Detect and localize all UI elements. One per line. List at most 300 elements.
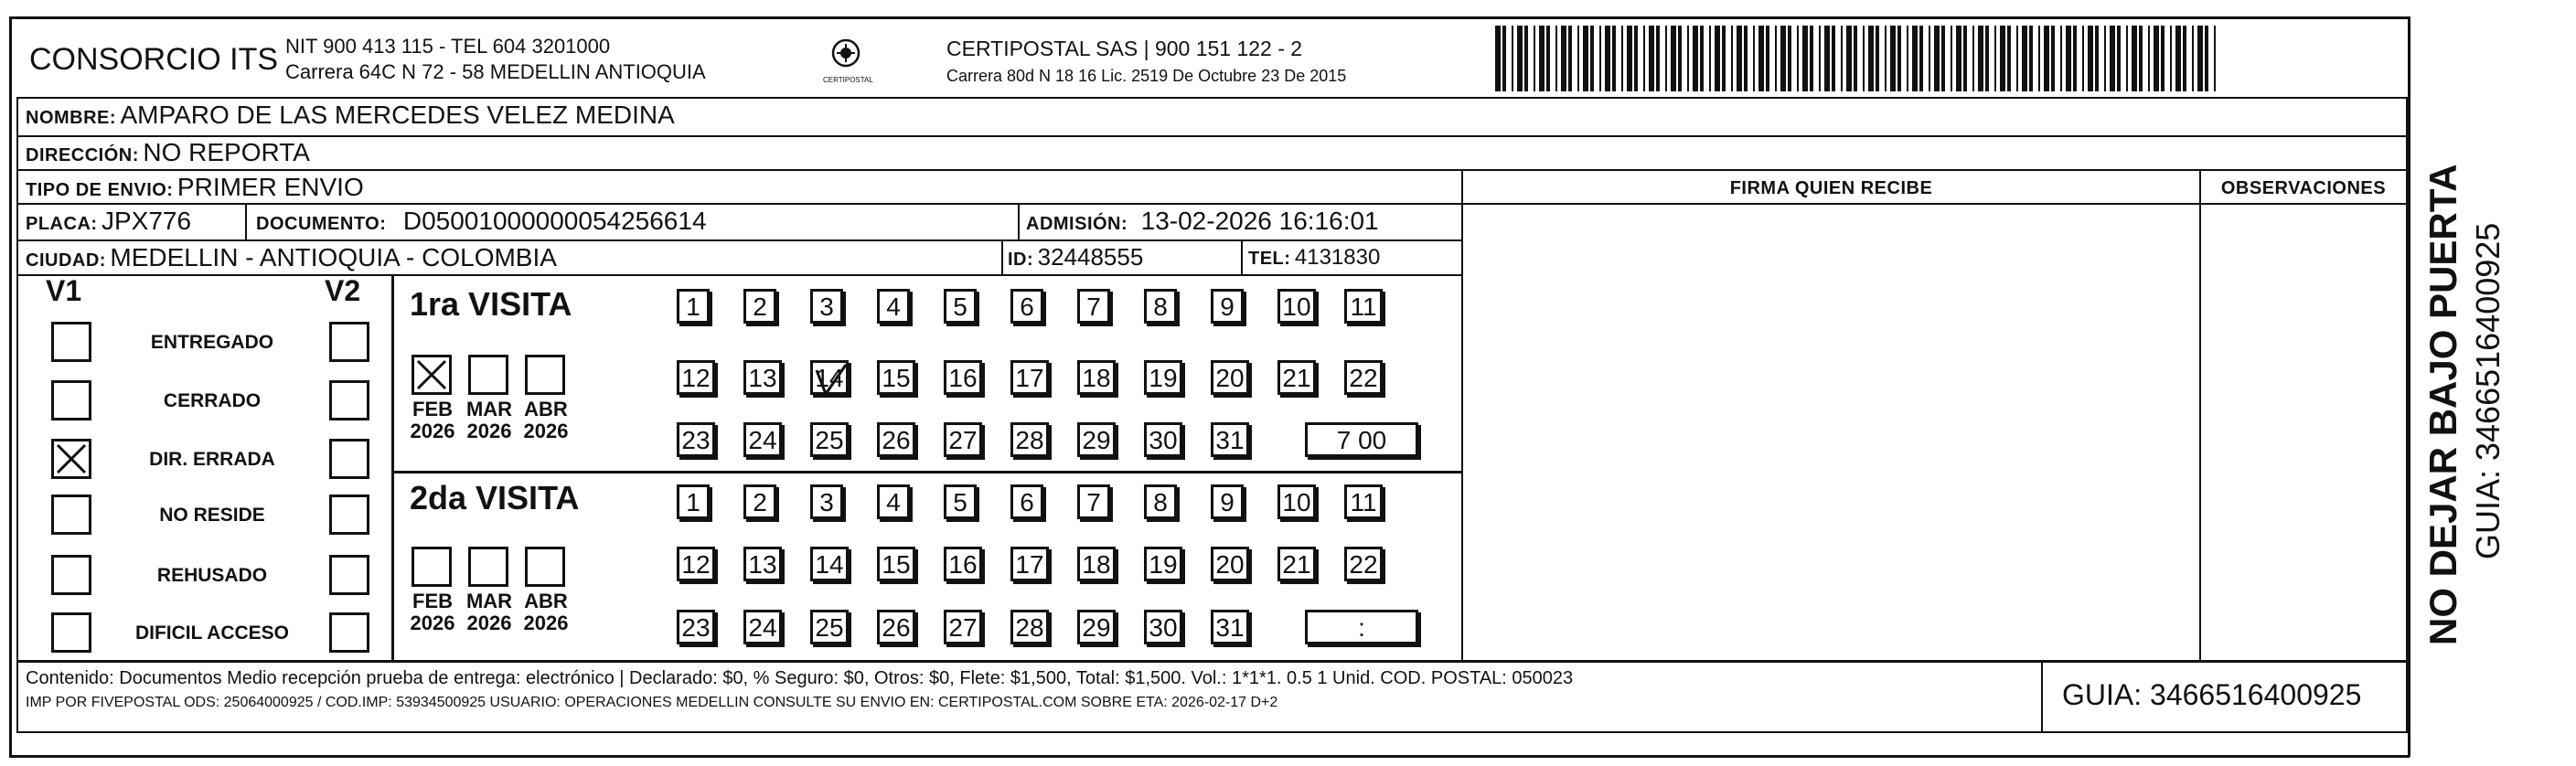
day-checkbox[interactable] [1277, 360, 1316, 395]
status-label: ENTREGADO [150, 332, 274, 353]
day-checkbox[interactable] [677, 547, 715, 581]
day-number: 10 [1282, 488, 1311, 516]
barcode-bar [2110, 26, 2115, 91]
tel-divider [1241, 239, 1243, 274]
day-checkbox[interactable] [743, 289, 776, 324]
time-value: 7 00 [1336, 426, 1387, 454]
v2-checkbox[interactable] [329, 380, 369, 420]
month-checkbox[interactable] [468, 547, 508, 587]
day-number: 10 [1282, 293, 1311, 321]
day-checkbox[interactable] [810, 610, 849, 644]
day-number: 11 [1350, 488, 1377, 516]
barcode-bar [1512, 26, 1513, 91]
tel-value: 4131830 [1294, 245, 1381, 270]
barcode-bar [1627, 26, 1632, 91]
barcode-bar [1824, 26, 1830, 91]
tipo-envio-label: TIPO DE ENVIO: [26, 180, 174, 200]
day-checkbox[interactable] [1144, 610, 1182, 644]
barcode-bar [2117, 26, 2121, 91]
day-checkbox[interactable] [877, 610, 915, 644]
barcode-bar [1577, 26, 1579, 91]
barcode-bar [2038, 26, 2040, 91]
barcode-bar [2073, 26, 2077, 91]
day-number: 16 [948, 364, 978, 392]
company-info-line1: NIT 900 413 115 - TEL 604 3201000 [285, 35, 611, 58]
day-checkbox[interactable] [944, 547, 982, 581]
ciudad-label: CIUDAD: [26, 250, 106, 271]
certipostal-logo [823, 35, 873, 86]
day-number: 21 [1282, 550, 1311, 579]
day-number: 31 [1215, 426, 1245, 454]
day-checkbox[interactable] [1211, 547, 1249, 581]
barcode-bar [1612, 26, 1616, 91]
day-number: 27 [948, 426, 978, 454]
logo-caption: CERTIPOSTAL [823, 76, 873, 84]
day-checkbox[interactable] [743, 547, 782, 581]
barcode-bar [1854, 26, 1857, 91]
day-checkbox[interactable] [677, 360, 715, 395]
v1-checkbox[interactable] [51, 495, 91, 535]
certipostal-logo-icon [828, 35, 864, 71]
barcode-bar [1671, 26, 1676, 91]
status-visit-divider [391, 274, 394, 660]
month-label: MAR [465, 590, 513, 612]
barcode-bar [1687, 26, 1689, 91]
barcode-bar [1832, 26, 1835, 91]
day-checkbox[interactable] [1077, 610, 1116, 644]
day-checkbox[interactable] [1010, 547, 1049, 581]
day-checkbox[interactable] [944, 360, 982, 395]
placa-divider [245, 203, 247, 239]
day-checkbox[interactable] [1010, 484, 1043, 519]
day-checkbox[interactable] [1277, 547, 1316, 581]
day-checkbox[interactable] [1010, 422, 1049, 457]
visit-divider-line [391, 471, 1461, 473]
barcode-bar [2132, 26, 2137, 91]
outer-border-right [2408, 16, 2410, 757]
month-checkbox[interactable] [525, 355, 565, 395]
day-checkbox[interactable] [1211, 422, 1249, 457]
v1-checkbox[interactable] [51, 380, 91, 420]
barcode-bar [2104, 26, 2106, 91]
day-checkbox[interactable] [1144, 484, 1177, 519]
day-number: 4 [886, 293, 901, 321]
day-checkbox[interactable] [1010, 610, 1049, 644]
year-label: 2026 [410, 612, 455, 634]
barcode-bar [1715, 26, 1720, 91]
status-label: NO RESIDE [159, 505, 265, 526]
barcode-bar [2161, 26, 2164, 91]
first-visit-label: 1ra VISITA [410, 285, 572, 323]
barcode-bar [2148, 26, 2150, 91]
barcode-bar [1744, 26, 1748, 91]
sig-header-line [1461, 203, 2408, 205]
barcode-bar [1819, 26, 1821, 91]
barcode-bar [1665, 26, 1667, 91]
day-number: 7 [1086, 293, 1101, 321]
barcode-bar [1555, 26, 1557, 91]
day-checkbox[interactable] [1344, 547, 1383, 581]
day-number: 17 [1015, 364, 1044, 392]
barcode-bar [1846, 26, 1852, 91]
barcode-bar [2082, 26, 2084, 91]
v1-checkbox[interactable] [51, 439, 91, 479]
barcode-bar [2175, 26, 2181, 91]
month-checkbox[interactable] [468, 355, 508, 395]
day-checkbox[interactable] [944, 289, 977, 324]
month-label: ABR [524, 398, 568, 420]
second-visit-label: 2da VISITA [410, 479, 580, 516]
day-number: 6 [1020, 488, 1034, 516]
day-number: 15 [882, 550, 911, 579]
barcode-bar [1919, 26, 1923, 91]
nombre-label: NOMBRE: [26, 108, 117, 128]
tel-label: TEL: [1248, 249, 1291, 269]
day-number: 2 [753, 293, 767, 321]
tel-row [1248, 245, 1380, 271]
day-number: 28 [1015, 426, 1044, 454]
company-name: CONSORCIO ITS [29, 42, 279, 77]
barcode-bar [1643, 26, 1645, 91]
day-mark-icon [813, 363, 850, 398]
barcode-bar [1502, 26, 1506, 91]
day-number: 24 [748, 613, 777, 642]
barcode-bar [2051, 26, 2055, 91]
day-checkbox[interactable] [877, 484, 910, 519]
barcode-bar [2170, 26, 2172, 91]
grid-line-h4 [16, 203, 1461, 205]
day-checkbox[interactable] [877, 360, 915, 395]
v1-label: V1 [46, 274, 82, 307]
day-number: 26 [882, 613, 911, 642]
day-checkbox[interactable] [810, 289, 843, 324]
day-checkbox[interactable] [944, 484, 977, 519]
barcode-bar [1868, 26, 1874, 91]
barcode-bar [1568, 26, 1572, 91]
day-checkbox[interactable] [877, 422, 915, 457]
day-checkbox[interactable] [677, 610, 715, 644]
day-checkbox[interactable] [677, 289, 710, 324]
barcode-bar [1788, 26, 1791, 91]
day-number: 20 [1215, 364, 1245, 392]
barcode-bar [2095, 26, 2099, 91]
grid-line-left [16, 97, 18, 733]
day-number: 12 [681, 550, 711, 579]
day-checkbox[interactable] [743, 484, 776, 519]
v1-checkbox[interactable] [51, 322, 91, 362]
year-label: 2026 [523, 420, 569, 442]
day-number: 27 [948, 613, 978, 642]
day-checkbox[interactable] [1211, 289, 1244, 324]
grid-line-h5 [16, 239, 1461, 241]
barcode-bar [1599, 26, 1601, 91]
barcode-bar [1802, 26, 1808, 91]
day-number: 23 [681, 613, 711, 642]
barcode-bar [1649, 26, 1654, 91]
day-number: 22 [1349, 550, 1378, 579]
v2-label: V2 [325, 274, 361, 307]
day-number: 6 [1020, 293, 1034, 321]
day-number: 15 [882, 364, 911, 392]
barcode-bar [1963, 26, 1967, 91]
outer-border-bottom [9, 755, 2410, 758]
v1-checkbox[interactable] [51, 612, 91, 653]
year-label: 2026 [466, 420, 512, 442]
barcode-bar [1972, 26, 1974, 91]
carrier-info-line1: CERTIPOSTAL SAS | 900 151 122 - 2 [946, 37, 1303, 60]
day-number: 30 [1149, 613, 1178, 642]
day-checkbox[interactable] [1344, 484, 1383, 519]
day-checkbox[interactable] [877, 547, 915, 581]
month-caption [402, 590, 463, 634]
barcode-bar [1766, 26, 1769, 91]
barcode-bar [2000, 26, 2005, 91]
barcode-bar [1907, 26, 1908, 91]
day-checkbox[interactable] [1144, 547, 1182, 581]
month-checkbox[interactable] [412, 355, 452, 395]
day-checkbox[interactable] [1144, 422, 1182, 457]
barcode-bar [1700, 26, 1704, 91]
admision-label: ADMISIÓN: [1026, 214, 1128, 234]
v2-checkbox[interactable] [329, 439, 369, 479]
day-number: 30 [1149, 426, 1178, 454]
v2-checkbox[interactable] [329, 322, 369, 362]
day-number: 14 [815, 550, 844, 579]
barcode-bar [1841, 26, 1843, 91]
day-number: 20 [1215, 550, 1245, 579]
tipo-envio-value: PRIMER ENVIO [176, 173, 364, 201]
barcode-bar [1912, 26, 1918, 91]
time-field[interactable] [1305, 422, 1418, 457]
ciudad-value: MEDELLIN - ANTIOQUIA - COLOMBIA [110, 243, 557, 271]
barcode-bar [1985, 26, 1989, 91]
day-checkbox[interactable] [743, 360, 782, 395]
barcode-bar [1709, 26, 1711, 91]
day-checkbox[interactable] [1211, 360, 1249, 395]
carrier-info-line2: Carrera 80d N 18 16 Lic. 2519 De Octubre 23 De 2015 [946, 67, 1347, 85]
barcode-bar [1797, 26, 1799, 91]
barcode-bar [1897, 26, 1901, 91]
day-checkbox[interactable] [1344, 289, 1383, 324]
day-number: 8 [1153, 488, 1168, 516]
barcode-bar [1951, 26, 1952, 91]
day-checkbox[interactable] [1144, 360, 1182, 395]
day-number: 28 [1015, 613, 1044, 642]
barcode-bar [1546, 26, 1550, 91]
day-number: 11 [1350, 293, 1377, 321]
barcode-bar [1758, 26, 1764, 91]
day-number: 5 [953, 488, 967, 516]
barcode-bar [1656, 26, 1660, 91]
barcode-bar [2016, 26, 2018, 91]
day-checkbox[interactable] [944, 610, 982, 644]
guia-box-divider [2041, 663, 2043, 733]
v2-checkbox[interactable] [329, 495, 369, 535]
barcode-bar [1561, 26, 1566, 91]
day-number: 5 [953, 293, 967, 321]
day-checkbox[interactable] [677, 484, 710, 519]
month-caption [516, 590, 576, 634]
day-checkbox[interactable] [743, 422, 782, 457]
direccion-label: DIRECCIÓN: [26, 145, 139, 165]
v2-checkbox[interactable] [329, 612, 369, 653]
direccion-row [26, 138, 310, 167]
month-label: FEB [412, 590, 453, 612]
barcode-bar [1693, 26, 1698, 91]
grid-line-h1 [16, 97, 2408, 99]
day-checkbox[interactable] [1010, 360, 1049, 395]
day-checkbox[interactable] [1277, 484, 1316, 519]
day-number: 24 [748, 426, 777, 454]
day-number: 7 [1086, 488, 1101, 516]
status-label: DIR. ERRADA [149, 449, 275, 470]
placa-row [26, 207, 191, 236]
footer-guia: GUIA: 3466516400925 [2062, 678, 2362, 711]
day-number: 29 [1082, 426, 1111, 454]
month-caption [459, 590, 519, 634]
month-caption [516, 399, 576, 442]
day-number: 19 [1149, 364, 1178, 392]
barcode-bar [1583, 26, 1588, 91]
footer-imp-line: IMP POR FIVEPOSTAL ODS: 25064000925 / COD.IMP: 53934500925 USUARIO: OPERACIONES MEDELLIN CONSULTE SU ENVIO EN: CERTIPOSTAL.COM SOBRE ETA: 2026-02-17 D+2 [26, 695, 1278, 710]
day-checkbox[interactable] [810, 422, 849, 457]
day-checkbox[interactable] [810, 547, 849, 581]
outer-border-left [9, 16, 12, 757]
barcode-bar [1810, 26, 1813, 91]
barcode-bar [1517, 26, 1523, 91]
day-checkbox[interactable] [810, 360, 849, 395]
day-number: 29 [1082, 613, 1111, 642]
barcode-bar [1994, 26, 1996, 91]
day-checkbox[interactable] [1077, 484, 1110, 519]
direccion-value: NO REPORTA [143, 138, 310, 166]
barcode-bar [1590, 26, 1594, 91]
barcode-bar [1731, 26, 1733, 91]
day-number: 22 [1349, 364, 1378, 392]
day-checkbox[interactable] [1010, 289, 1043, 324]
nombre-value: AMPARO DE LAS MERCEDES VELEZ MEDINA [120, 101, 675, 129]
barcode-bar [2126, 26, 2128, 91]
day-checkbox[interactable] [677, 422, 715, 457]
day-number: 25 [815, 613, 844, 642]
id-row [1008, 243, 1143, 271]
id-value: 32448555 [1037, 243, 1144, 271]
grid-line-h6 [16, 274, 1461, 276]
grid-line-h7 [16, 660, 2408, 663]
admision-divider [1018, 203, 1020, 239]
day-number: 1 [686, 293, 700, 321]
day-number: 23 [681, 426, 711, 454]
day-checkbox[interactable] [810, 484, 843, 519]
barcode-bar [2044, 26, 2049, 91]
day-checkbox[interactable] [1144, 289, 1177, 324]
day-number: 26 [882, 426, 911, 454]
barcode-bar [1495, 26, 1501, 91]
day-number: 8 [1153, 293, 1168, 321]
day-checkbox[interactable] [1344, 360, 1383, 395]
grid-line-h2 [16, 135, 2408, 137]
barcode-bar [2205, 26, 2208, 91]
day-checkbox[interactable] [1077, 289, 1110, 324]
barcode-bar [2183, 26, 2186, 91]
month-label: FEB [412, 398, 453, 420]
day-number: 25 [815, 426, 844, 454]
day-checkbox[interactable] [1211, 610, 1249, 644]
firma-header: FIRMA QUIEN RECIBE [1729, 178, 1933, 198]
check-mark-icon [54, 442, 89, 476]
day-checkbox[interactable] [1211, 484, 1244, 519]
day-checkbox[interactable] [743, 610, 782, 644]
day-number: 13 [748, 364, 777, 392]
nombre-row [26, 101, 675, 130]
documento-label: DOCUMENTO: [256, 214, 387, 234]
day-checkbox[interactable] [944, 422, 982, 457]
month-checkbox[interactable] [412, 547, 452, 587]
day-number: 4 [886, 488, 901, 516]
day-number: 17 [1015, 550, 1044, 579]
barcode-bar [1753, 26, 1755, 91]
day-checkbox[interactable] [1077, 547, 1116, 581]
no-dejar-bajo-puerta: NO DEJAR BAJO PUERTA [2421, 164, 2464, 645]
day-checkbox[interactable] [1077, 360, 1116, 395]
barcode-bar [2088, 26, 2093, 91]
barcode-bar [1876, 26, 1879, 91]
barcode-bar [1885, 26, 1887, 91]
day-checkbox[interactable] [877, 289, 910, 324]
observaciones-left-line [2199, 169, 2201, 662]
day-checkbox[interactable] [1077, 422, 1116, 457]
day-number: 19 [1149, 550, 1178, 579]
v1-checkbox[interactable] [51, 555, 91, 595]
check-mark-icon [414, 357, 449, 392]
barcode-bar [2154, 26, 2159, 91]
barcode-bar [1978, 26, 1983, 91]
barcode-bar [2007, 26, 2011, 91]
day-number: 16 [948, 550, 978, 579]
ciudad-row [26, 243, 557, 272]
day-number: 2 [753, 488, 767, 516]
year-label: 2026 [523, 612, 569, 634]
barcode-bar [2197, 26, 2203, 91]
footer-content-line: Contenido: Documentos Medio recepción prueba de entrega: electrónico | Declarado: $0, % Seguro: $0, Otros: $0, Flete: $1,500, Total: $1,500. Vol.: 1*1*1. 0.5 1 Unid. COD. POSTAL: 050023 [26, 668, 1574, 688]
year-label: 2026 [466, 612, 512, 634]
day-number: 9 [1220, 293, 1235, 321]
barcode-bar [2139, 26, 2143, 91]
barcode-bar [1780, 26, 1786, 91]
barcode-bar [1678, 26, 1682, 91]
barcode-bar [1934, 26, 1940, 91]
admision-row [1026, 207, 1379, 236]
id-divider [1001, 239, 1003, 274]
company-info-line2: Carrera 64C N 72 - 58 MEDELLIN ANTIOQUIA [285, 60, 706, 83]
barcode-bar [1722, 26, 1726, 91]
month-checkbox[interactable] [525, 547, 565, 587]
barcode-bar [1524, 26, 1528, 91]
barcode [1495, 26, 2227, 91]
time-field[interactable] [1305, 610, 1418, 644]
day-checkbox[interactable] [1277, 289, 1316, 324]
day-number: 31 [1215, 613, 1245, 642]
day-number: 13 [748, 550, 777, 579]
day-number: 14 [815, 364, 844, 392]
barcode-bar [1890, 26, 1896, 91]
side-guia: GUIA: 3466516400925 [2469, 222, 2507, 559]
barcode-bar [1634, 26, 1638, 91]
status-label: CERRADO [163, 390, 262, 411]
v2-checkbox[interactable] [329, 555, 369, 595]
time-value: : [1358, 613, 1365, 642]
barcode-bar [1863, 26, 1865, 91]
